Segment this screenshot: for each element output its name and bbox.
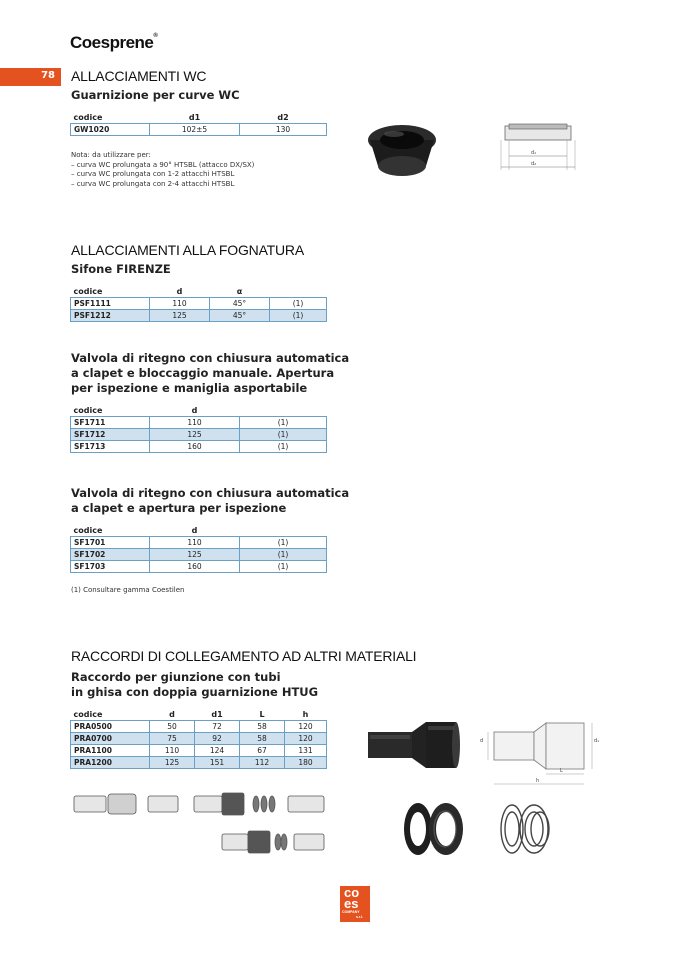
table-row	[71, 745, 327, 757]
table-valvola-2	[70, 525, 327, 573]
drawing-label-L: L	[560, 768, 563, 774]
pipe-assembly-drawing	[72, 790, 330, 856]
table-sifone	[70, 286, 327, 322]
raccordo-drawing	[478, 718, 606, 796]
section-title-wc: ALLACCIAMENTI WC	[71, 68, 207, 84]
table-cell: (1)	[240, 429, 327, 441]
table-row	[71, 733, 327, 745]
table-row	[71, 441, 327, 453]
table-cell: 120	[285, 733, 327, 745]
table-cell: 131	[285, 745, 327, 757]
raccordo-photo	[366, 716, 462, 772]
table-cell: 92	[195, 733, 240, 745]
table-cell: 67	[240, 745, 285, 757]
logo-line: co	[344, 885, 360, 900]
table-cell: 130	[240, 124, 327, 136]
table-cell: 125	[150, 757, 195, 769]
table-cell: 58	[240, 721, 285, 733]
table-cell: 110	[150, 298, 210, 310]
footnote-coestilen: (1) Consultare gamma Coestilen	[71, 586, 185, 594]
table-cell: 50	[150, 721, 195, 733]
section-subtitle-fognatura: Sifone FIRENZE	[71, 262, 171, 276]
drawing-label-h: h	[536, 778, 540, 784]
section-title-raccordi: RACCORDI DI COLLEGAMENTO AD ALTRI MATERIALI	[71, 648, 417, 664]
col-header: codice	[71, 286, 150, 298]
table-cell: (1)	[240, 417, 327, 429]
note-wc	[71, 151, 254, 189]
col-header: α	[210, 286, 270, 298]
table-cell: 160	[150, 561, 240, 573]
table-cell: 125	[150, 429, 240, 441]
col-header: d	[150, 286, 210, 298]
table-cell: SF1702	[71, 549, 150, 561]
note-line: – curva WC prolungata a 90° HTSBL (attacco DX/SX)	[71, 160, 255, 169]
wc-gasket-drawing	[495, 120, 585, 178]
table-cell: 110	[150, 745, 195, 757]
table-row	[71, 429, 327, 441]
drawing-label-d2: d₂	[531, 161, 537, 167]
table-cell: PRA1100	[71, 745, 150, 757]
table-cell: 160	[150, 441, 240, 453]
gaskets-photo	[398, 800, 470, 858]
table-valvola-1	[70, 405, 327, 453]
gaskets-drawing	[496, 800, 558, 858]
page-number-tab	[0, 68, 61, 86]
note-line: Nota: da utilizzare per:	[71, 151, 151, 159]
table-cell: PRA1200	[71, 757, 150, 769]
wc-gasket-photo	[364, 120, 440, 182]
col-header: L	[240, 709, 285, 721]
col-header	[270, 286, 327, 298]
drawing-label-d1: d₁	[594, 738, 600, 744]
subtitle-line: a clapet e apertura per ispezione	[71, 501, 287, 515]
table-cell: (1)	[240, 549, 327, 561]
subtitle-line: Raccordo per giunzione con tubi	[71, 670, 281, 684]
table-cell: 120	[285, 721, 327, 733]
drawing-label-d: d	[480, 738, 484, 744]
table-cell: 110	[150, 537, 240, 549]
section-title-fognatura: ALLACCIAMENTI ALLA FOGNATURA	[71, 242, 304, 258]
col-header: d	[150, 405, 240, 417]
col-header: d1	[150, 112, 240, 124]
col-header: h	[285, 709, 327, 721]
table-cell: PRA0700	[71, 733, 150, 745]
table-cell: 125	[150, 549, 240, 561]
col-header: codice	[71, 112, 150, 124]
table-cell: 124	[195, 745, 240, 757]
table-cell: 75	[150, 733, 195, 745]
table-row	[71, 549, 327, 561]
table-cell: (1)	[240, 537, 327, 549]
table-cell: 102±5	[150, 124, 240, 136]
table-cell: SF1701	[71, 537, 150, 549]
table-cell: 110	[150, 417, 240, 429]
table-cell: PSF1111	[71, 298, 150, 310]
table-cell: 45°	[210, 310, 270, 322]
table-cell: (1)	[270, 310, 327, 322]
table-row	[71, 310, 327, 322]
logo-line: es	[344, 896, 359, 911]
col-header: codice	[71, 405, 150, 417]
logo-tagline: COMPANY	[342, 910, 360, 914]
col-header: d1	[195, 709, 240, 721]
subtitle-line: Valvola di ritegno con chiusura automatica	[71, 486, 350, 500]
table-cell: (1)	[270, 298, 327, 310]
table-cell: 180	[285, 757, 327, 769]
drawing-label-d1: d₁	[531, 150, 537, 156]
page-number: 78	[41, 70, 55, 81]
col-header: codice	[71, 709, 150, 721]
subtitle-line: per ispezione e maniglia asportabile	[71, 381, 308, 395]
subtitle-line: in ghisa con doppia guarnizione HTUG	[71, 685, 319, 699]
table-cell: (1)	[240, 561, 327, 573]
table-row	[71, 417, 327, 429]
table-cell: (1)	[240, 441, 327, 453]
table-cell: 151	[195, 757, 240, 769]
table-row	[71, 298, 327, 310]
section-subtitle-raccordi	[71, 670, 318, 700]
table-cell: SF1712	[71, 429, 150, 441]
subtitle-line: Valvola di ritegno con chiusura automatica	[71, 351, 350, 365]
col-header: d2	[240, 112, 327, 124]
table-raccordi	[70, 709, 327, 769]
section-subtitle-wc: Guarnizione per curve WC	[71, 88, 240, 102]
col-header: d	[150, 525, 240, 537]
table-cell: 58	[240, 733, 285, 745]
subtitle-line: a clapet e bloccaggio manuale. Apertura	[71, 366, 335, 380]
table-row	[71, 124, 327, 136]
col-header	[240, 525, 327, 537]
table-cell: SF1703	[71, 561, 150, 573]
table-cell: 112	[240, 757, 285, 769]
table-cell: SF1713	[71, 441, 150, 453]
col-header: codice	[71, 525, 150, 537]
coes-footer-logo	[340, 886, 370, 922]
table-cell: 72	[195, 721, 240, 733]
table-wc	[70, 112, 327, 136]
logo-small: s.r.l.	[356, 915, 364, 919]
table-row	[71, 721, 327, 733]
table-cell: 125	[150, 310, 210, 322]
table-cell: PRA0500	[71, 721, 150, 733]
section-subtitle-valvola-1	[71, 351, 349, 396]
brand-logo: Coesprene®	[70, 33, 158, 52]
col-header	[240, 405, 327, 417]
table-row	[71, 537, 327, 549]
table-cell: 45°	[210, 298, 270, 310]
note-line: – curva WC prolungata con 2-4 attacchi HTSBL	[71, 179, 235, 188]
table-row	[71, 757, 327, 769]
table-row	[71, 561, 327, 573]
col-header: d	[150, 709, 195, 721]
table-cell: GW1020	[71, 124, 150, 136]
note-line: – curva WC prolungata con 1-2 attacchi HTSBL	[71, 170, 235, 178]
table-cell: PSF1212	[71, 310, 150, 322]
table-cell: SF1711	[71, 417, 150, 429]
section-subtitle-valvola-2	[71, 486, 349, 516]
